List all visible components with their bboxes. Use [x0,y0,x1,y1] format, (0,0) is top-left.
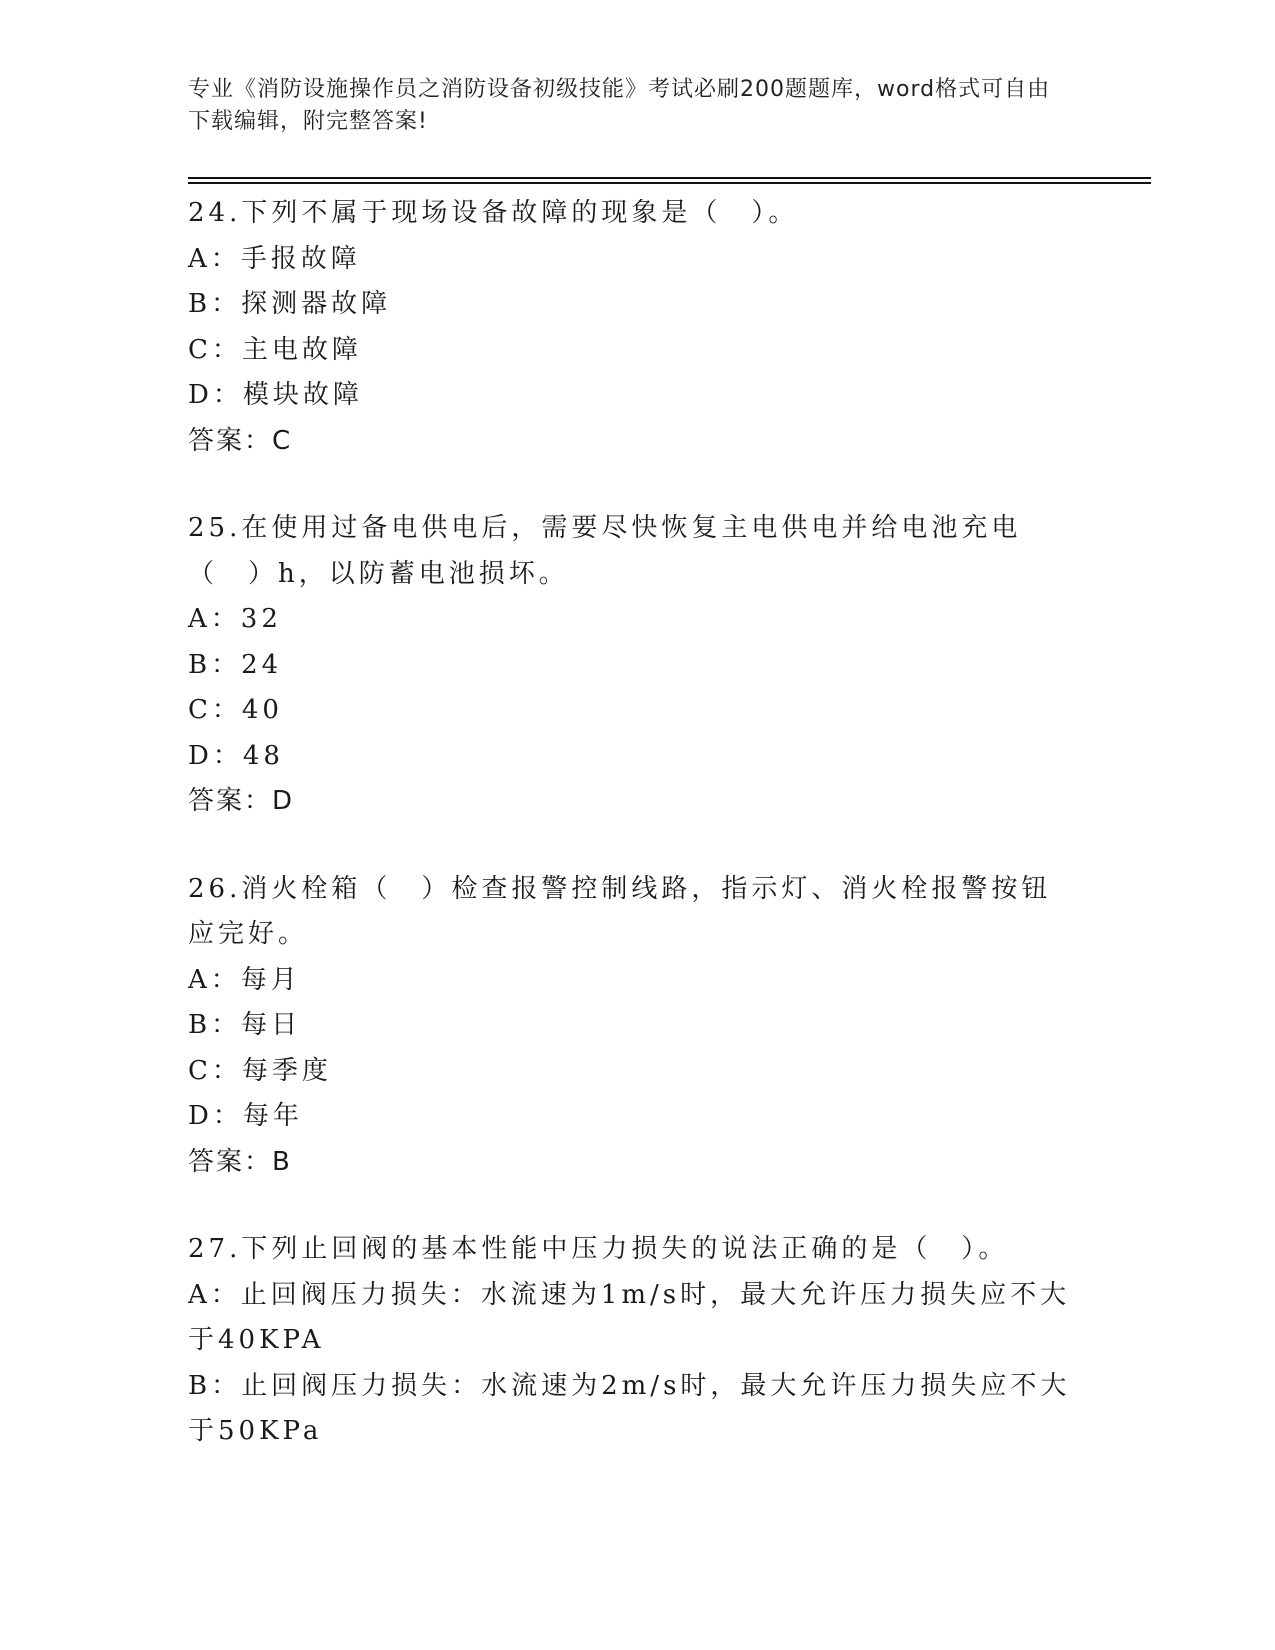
question-stem: 27.下列止回阀的基本性能中压力损失的说法正确的是（ ）。 [188,1234,1009,1264]
question-27 [188,1227,1088,1455]
question-stem: 25.在使用过备电供电后，需要尽快恢复主电供电并给电池充电（ ）h，以防蓄电池损坏。 [188,513,1022,589]
question-stem: 26.消火栓箱（ ）检查报警控制线路，指示灯、消火栓报警按钮应完好。 [188,873,1052,949]
option-d: D：每年 [188,1101,303,1131]
document-header: 专业《消防设施操作员之消防设备初级技能》考试必刷200题题库，word格式可自由下载编辑，附完整答案! [188,77,1051,134]
option-b: B：探测器故障 [188,289,392,319]
option-d: D：模块故障 [188,380,363,410]
question-list [188,191,1088,1497]
header-rule-bottom [188,182,1151,184]
option-c: C：每季度 [188,1055,332,1086]
option-a: A：每月 [188,964,301,995]
option-a: A：手报故障 [188,243,361,274]
option-d: D：48 [188,740,284,771]
option-b: B：止回阀压力损失：水流速为2m/s时，最大允许压力损失应不大于50KPa [188,1370,1071,1446]
answer: 答案：D [188,786,295,816]
option-b: B：每日 [188,1010,302,1040]
option-c: C：主电故障 [188,334,362,365]
option-a: A：止回阀压力损失：水流速为1m/s时，最大允许压力损失应不大于40KPA [188,1279,1071,1355]
question-stem: 24.下列不属于现场设备故障的现象是（ ）。 [188,198,799,228]
answer: 答案：C [188,425,293,456]
question-26 [188,867,1088,1186]
option-b: B：24 [188,649,283,680]
answer: 答案：B [188,1146,292,1177]
option-a: A：32 [188,604,282,634]
header-rule-top [188,177,1151,179]
question-24 [188,191,1088,464]
question-25 [188,506,1088,825]
option-c: C：40 [188,695,283,725]
